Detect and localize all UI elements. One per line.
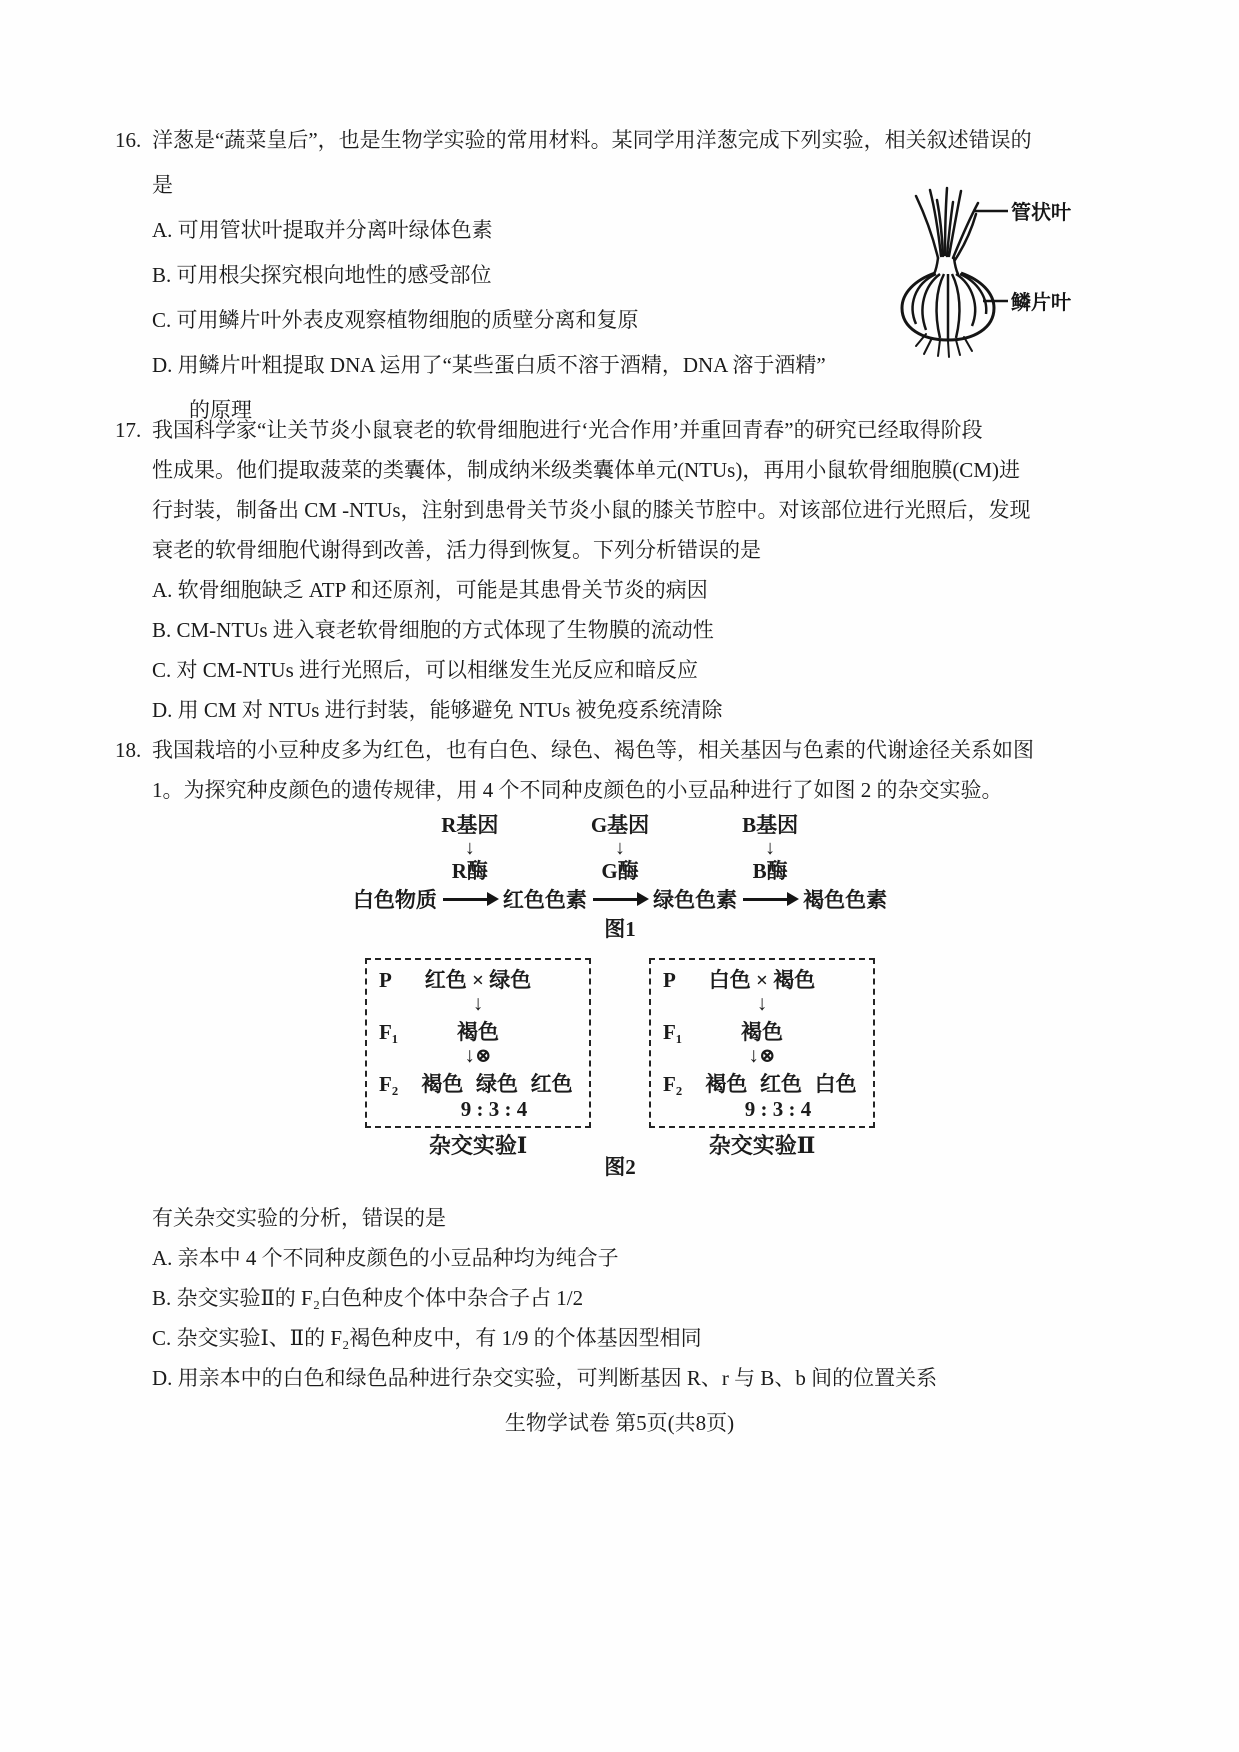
right-arrow-icon	[441, 885, 499, 915]
q18-option-d: D. 用亲本中的白色和绿色品种进行杂交实验，可判断基因 R、r 与 B、b 间的位置关系	[152, 1366, 938, 1390]
q16-option-c: C. 可用鳞片叶外表皮观察植物细胞的质壁分离和复原	[152, 308, 639, 332]
q16-stem-text: 洋葱是“蔬菜皇后”，也是生物学实验的常用材料。某同学用洋葱完成下列实验，相关叙述错误的	[152, 128, 1032, 152]
p-label: P	[379, 968, 392, 992]
pathway-step-b	[741, 812, 799, 915]
figure1-row	[270, 812, 970, 915]
down-arrow-icon: ↓	[464, 837, 475, 859]
onion-illustration	[820, 158, 1120, 358]
f1-label: F₁	[379, 1020, 399, 1044]
q17-option-b: B. CM-NTUs 进入衰老软骨细胞的方式体现了生物膜的流动性	[152, 618, 714, 642]
cross2-f2-brown: 褐色	[705, 1072, 748, 1096]
q16-number: 16.	[115, 128, 142, 152]
gene-b-label: B基因	[742, 813, 799, 837]
right-arrow-icon	[741, 885, 799, 915]
q18-option-a: A. 亲本中 4 个不同种皮颜色的小豆品种均为纯合子	[152, 1246, 619, 1270]
cross1-title: 杂交实验Ⅰ	[428, 1133, 528, 1158]
q16-stem-line2: 是	[152, 173, 173, 197]
figure1-pathway	[270, 812, 970, 943]
enzyme-b-label: B酶	[752, 859, 788, 883]
cross-boxes-row	[270, 958, 970, 1159]
q17-option-d: D. 用 CM 对 NTUs 进行封装，能够避免 NTUs 被免疫系统清除	[152, 698, 723, 722]
q18-analysis-stem: 有关杂交实验的分析，错误的是	[152, 1206, 446, 1230]
f2-label: F₂	[379, 1072, 399, 1096]
pathway-node-green: 绿色色素	[653, 888, 738, 912]
page-footer: 生物学试卷 第5页(共8页)	[504, 1411, 735, 1435]
q16-option-d: D. 用鳞片叶粗提取 DNA 运用了“某些蛋白质不溶于酒精，DNA 溶于酒精”	[152, 353, 826, 377]
enzyme-g-label: G酶	[601, 859, 639, 883]
cross2-selfing-row	[661, 1043, 863, 1070]
down-arrow-icon: ↓	[756, 991, 768, 1015]
question-18	[115, 730, 1045, 810]
p-label: P	[663, 968, 676, 992]
q18-option-c: C. 杂交实验Ⅰ、Ⅱ的 F₂褐色种皮中，有 1/9 的个体基因型相同	[152, 1326, 702, 1350]
cross1-f2-brown: 褐色	[421, 1072, 464, 1096]
cross2-box	[649, 958, 875, 1128]
q17-stem-line2: 性成果。他们提取菠菜的类囊体，制成纳米级类囊体单元(NTUs)，再用小鼠软骨细胞膜(CM)进	[152, 458, 1020, 482]
cross1-f1: 褐色	[457, 1020, 499, 1044]
gene-g-label: G基因	[590, 813, 650, 837]
selfing-icon: ⊗	[474, 1045, 492, 1067]
onion-roots	[916, 334, 972, 357]
down-arrow-icon: ↓	[464, 1043, 475, 1067]
cross2-parents: 白色 × 褐色	[708, 968, 816, 992]
cross1-f2-row	[377, 1070, 579, 1098]
pathway-node-brown: 褐色色素	[803, 888, 888, 912]
cross1-ratio: 9 : 3 : 4	[460, 1097, 528, 1121]
cross1-selfing-row	[377, 1043, 579, 1070]
gene-r-label: R基因	[441, 813, 499, 837]
q16-option-a: A. 可用管状叶提取并分离叶绿体色素	[152, 218, 493, 242]
cross1-f2-red: 红色	[530, 1072, 573, 1096]
q17-stem-line3: 行封装，制备出 CM -NTUs，注射到患骨关节炎小鼠的膝关节腔中。对该部位进行光照后，发现	[152, 498, 1031, 522]
q18-stem-line1	[115, 730, 1045, 770]
cross1-f1-row	[377, 1018, 579, 1046]
q17-number: 17.	[115, 418, 142, 442]
figure1-caption: 图1	[604, 917, 636, 941]
question-17	[115, 410, 1045, 730]
cross2-f1: 褐色	[741, 1020, 783, 1044]
cross2-f2-white: 白色	[814, 1072, 857, 1096]
q17-option-a: A. 软骨细胞缺乏 ATP 和还原剂，可能是其患骨关节炎的病因	[152, 578, 708, 602]
q18-option-b: B. 杂交实验Ⅱ的 F₂白色种皮个体中杂合子占 1/2	[152, 1286, 584, 1310]
onion-neck	[934, 258, 958, 274]
pathway-step-g	[591, 812, 649, 915]
onion-tubular-leaves	[916, 188, 978, 260]
cross-experiment-2	[649, 958, 875, 1159]
tubular-leaf-label: 管状叶	[1011, 202, 1071, 224]
q17-stem-text: 我国科学家“让关节炎小鼠衰老的软骨细胞进行‘光合作用’并重回青春”的研究已经取得阶段	[152, 418, 983, 442]
down-arrow-icon: ↓	[615, 837, 625, 859]
scale-leaf-label: 鳞片叶	[1011, 292, 1071, 314]
down-arrow-icon: ↓	[765, 837, 776, 859]
q18-number: 18.	[115, 738, 142, 762]
cross1-parents: 红色 × 绿色	[424, 968, 532, 992]
q16-option-b: B. 可用根尖探究根向地性的感受部位	[152, 263, 492, 287]
cross2-f2-row	[661, 1070, 863, 1098]
pathway-step-r	[441, 812, 499, 915]
f2-label: F₂	[663, 1072, 683, 1096]
enzyme-r-label: R酶	[451, 859, 488, 883]
down-arrow-icon: ↓	[748, 1043, 759, 1067]
cross2-f1-row	[661, 1018, 863, 1046]
q18-stem-line2: 1。为探究种皮颜色的遗传规律，用 4 个不同种皮颜色的小豆品种进行了如图 2 的杂交实验。	[152, 778, 1003, 802]
cross1-box	[365, 958, 591, 1128]
down-arrow-icon: ↓	[472, 991, 484, 1015]
figure2-crosses	[270, 958, 970, 1181]
cross1-f2-green: 绿色	[476, 1072, 518, 1096]
selfing-icon: ⊗	[758, 1045, 776, 1067]
cross-experiment-1	[365, 958, 591, 1159]
pathway-node-red: 红色色素	[502, 888, 587, 912]
q18-stem-text: 我国栽培的小豆种皮多为红色，也有白色、绿色、褐色等，相关基因与色素的代谢途径关系如图	[152, 738, 1034, 762]
q16-stem-line1	[115, 118, 1045, 163]
cross2-p-row	[661, 966, 863, 994]
question-18-options	[115, 1198, 1045, 1398]
pathway-node-white: 白色物质	[352, 888, 437, 912]
q17-stem-line4: 衰老的软骨细胞代谢得到改善，活力得到恢复。下列分析错误的是	[152, 538, 761, 562]
q16-option-d-cont: 的原理	[189, 398, 252, 422]
q17-option-c: C. 对 CM-NTUs 进行光照后，可以相继发生光反应和暗反应	[152, 658, 699, 682]
figure2-caption: 图2	[604, 1155, 636, 1179]
q17-stem-line1	[115, 410, 1045, 450]
cross2-ratio: 9 : 3 : 4	[744, 1097, 812, 1121]
cross1-p-row	[377, 966, 579, 994]
cross2-title: 杂交实验Ⅱ	[708, 1133, 816, 1158]
right-arrow-icon	[591, 885, 649, 915]
f1-label: F₁	[663, 1020, 683, 1044]
onion-bulb	[902, 273, 994, 340]
cross2-f2-red: 红色	[760, 1072, 802, 1096]
